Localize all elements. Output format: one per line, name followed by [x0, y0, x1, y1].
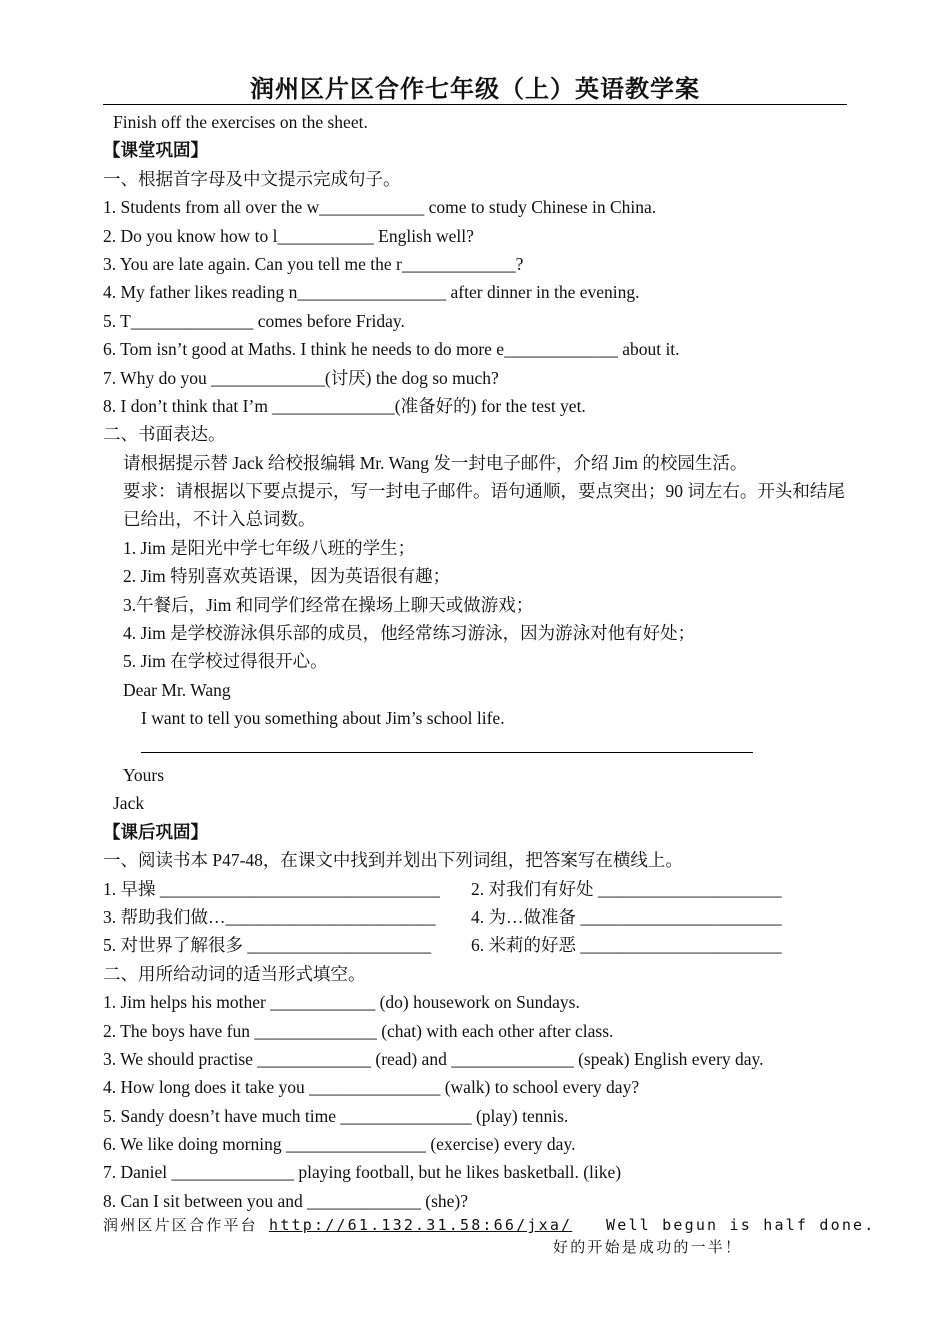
writing-points — [103, 534, 863, 676]
list-item: 5. T______________ comes before Friday. — [103, 310, 405, 331]
footer-motto-en: Well begun is half done. — [605, 1216, 876, 1234]
phrase-row — [103, 903, 863, 931]
phrase-row — [103, 931, 863, 959]
list-item: 3. You are late again. Can you tell me the r_____________? — [103, 253, 524, 274]
list-item: 2. The boys have fun ______________ (chat) with each other after class. — [103, 1020, 614, 1041]
writing-requirement: 要求：请根据以下要点提示，写一封电子邮件。语句通顺，要点突出；90 词左右。开头和结尾已给出，不计入总词数。 — [123, 481, 845, 530]
phrase-item: 6. 米莉的好恶 _______________________ — [471, 935, 782, 956]
phrase-list — [103, 875, 863, 960]
classroom-part1-list — [103, 193, 863, 420]
after-class-heading: 【课后巩固】 — [103, 821, 208, 842]
list-item: 2. Jim 特别喜欢英语课，因为英语很有趣； — [123, 566, 451, 587]
list-item: 1. Students from all over the w____________ come to study Chinese in China. — [103, 197, 657, 218]
after-class-part1-title: 一、阅读书本 P47-48，在课文中找到并划出下列词组，把答案写在横线上。 — [103, 850, 683, 871]
list-item: 5. Sandy doesn’t have much time _______________ (play) tennis. — [103, 1105, 569, 1126]
list-item: 7. Why do you _____________(讨厌) the dog so much? — [103, 367, 499, 388]
footer-platform: 润州区片区合作平台 — [103, 1216, 258, 1234]
phrase-item: 5. 对世界了解很多 _____________________ — [103, 935, 432, 956]
classroom-part1-title: 一、根据首字母及中文提示完成句子。 — [103, 168, 401, 189]
phrase-item: 2. 对我们有好处 _____________________ — [471, 878, 782, 899]
list-item: 4. My father likes reading n_________________ after dinner in the evening. — [103, 282, 640, 303]
letter-greeting: Dear Mr. Wang — [123, 679, 231, 700]
list-item: 4. Jim 是学校游泳俱乐部的成员，他经常练习游泳，因为游泳对他有好处； — [123, 623, 696, 644]
page-footer — [103, 1214, 876, 1258]
phrase-row — [103, 875, 863, 903]
after-class-part2-title: 二、用所给动词的适当形式填空。 — [103, 963, 366, 984]
page-header — [103, 72, 847, 105]
letter-signature: Jack — [113, 793, 145, 814]
list-item: 6. Tom isn’t good at Maths. I think he needs to do more e_____________ about it. — [103, 339, 680, 360]
list-item: 3.午餐后，Jim 和同学们经常在操场上聊天或做游戏； — [123, 594, 534, 615]
footer-link[interactable]: http://61.132.31.58:66/jxa/ — [269, 1216, 573, 1234]
writing-instruction: 请根据提示替 Jack 给校报编辑 Mr. Wang 发一封电子邮件，介绍 Jim 的校园生活。 — [123, 452, 748, 473]
verb-form-list — [103, 988, 863, 1215]
page-title: 润州区片区合作七年级（上）英语教学案 — [250, 74, 700, 103]
footer-motto-cn: 好的开始是成功的一半！ — [553, 1238, 743, 1256]
worksheet-content — [103, 108, 863, 1215]
classroom-part2-title: 二、书面表达。 — [103, 424, 226, 445]
list-item: 1. Jim helps his mother ____________ (do) housework on Sundays. — [103, 992, 580, 1013]
phrase-item: 4. 为…做准备 _______________________ — [471, 906, 782, 927]
list-item: 6. We like doing morning ________________ (exercise) every day. — [103, 1134, 576, 1155]
list-item: 5. Jim 在学校过得很开心。 — [123, 651, 328, 672]
phrase-item: 3. 帮助我们做…________________________ — [103, 906, 436, 927]
letter-opening: I want to tell you something about Jim’s school life. — [141, 708, 505, 729]
list-item: 3. We should practise _____________ (read) and ______________ (speak) English every day. — [103, 1048, 764, 1069]
list-item: 1. Jim 是阳光中学七年级八班的学生； — [123, 537, 416, 558]
letter-writing-line[interactable] — [103, 733, 863, 761]
list-item: 7. Daniel ______________ playing football, but he likes basketball. (like) — [103, 1162, 622, 1183]
list-item: 2. Do you know how to l___________ English well? — [103, 225, 474, 246]
letter-closing: Yours — [123, 765, 165, 786]
list-item: 8. I don’t think that I’m ______________(准备好的) for the test yet. — [103, 395, 586, 416]
list-item: 4. How long does it take you _______________ (walk) to school every day? — [103, 1077, 640, 1098]
classroom-heading: 【课堂巩固】 — [103, 140, 208, 161]
phrase-item: 1. 早操 ________________________________ — [103, 878, 440, 899]
intro-text: Finish off the exercises on the sheet. — [113, 112, 368, 132]
list-item: 8. Can I sit between you and _____________ (she)? — [103, 1190, 468, 1211]
